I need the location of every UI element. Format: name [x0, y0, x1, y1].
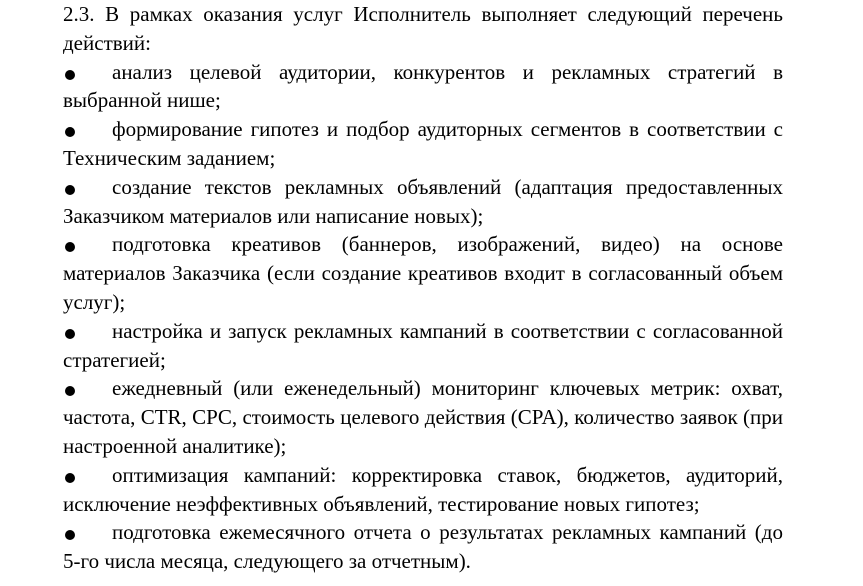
bullet-icon: [65, 185, 75, 195]
bullet-icon: [65, 473, 75, 483]
bullet-item-audience-analysis: [63, 58, 783, 116]
text-line: 5-го числа месяца, следующего за отчетным).: [63, 549, 471, 574]
bullet-item-optimization: [63, 461, 783, 519]
text-line: материалов Заказчика (если создание креативов входит в согласованный объем: [63, 261, 783, 286]
text-line: формирование гипотез и подбор аудиторных сегментов в соответствии с: [112, 117, 783, 142]
bullet-item-monitoring: [63, 374, 783, 460]
text-line: действий:: [63, 30, 151, 55]
text-line: Техническим заданием;: [63, 145, 276, 170]
text-line: подготовка креативов (баннеров, изображений, видео) на основе: [112, 232, 783, 257]
text-line: настройка и запуск рекламных кампаний в соответствии с согласованной: [112, 318, 783, 343]
bullet-item-creatives: [63, 230, 783, 316]
clause-intro-paragraph: [63, 0, 783, 58]
text-line: 2.3. В рамках оказания услуг Исполнитель выполняет следующий перечень: [63, 2, 783, 26]
bullet-icon: [65, 70, 75, 80]
text-line: анализ целевой аудитории, конкурентов и рекламных стратегий в: [112, 59, 783, 84]
text-line: услуг);: [63, 289, 126, 314]
text-line: настроенной аналитике);: [63, 433, 287, 458]
contract-clause-text: [63, 0, 783, 576]
bullet-icon: [65, 329, 75, 339]
bullet-item-monthly-report: [63, 518, 783, 576]
text-line: частота, CTR, CPC, стоимость целевого действия (CPA), количество заявок (при: [63, 405, 783, 430]
text-line: стратегией;: [63, 347, 166, 372]
text-line: подготовка ежемесячного отчета о результатах рекламных кампаний (до: [112, 520, 783, 545]
bullet-item-campaign-setup: [63, 317, 783, 375]
bullet-item-hypotheses: [63, 115, 783, 173]
text-line: исключение неэффективных объявлений, тестирование новых гипотез;: [63, 491, 700, 516]
text-line: ежедневный (или еженедельный) мониторинг ключевых метрик: охват,: [112, 376, 783, 401]
text-line: создание текстов рекламных объявлений (адаптация предоставленных: [112, 174, 783, 199]
text-line: Заказчиком материалов или написание новых);: [63, 203, 484, 228]
bullet-item-ad-texts: [63, 173, 783, 231]
text-line: оптимизация кампаний: корректировка ставок, бюджетов, аудиторий,: [112, 462, 783, 487]
text-line: выбранной нише;: [63, 88, 221, 113]
